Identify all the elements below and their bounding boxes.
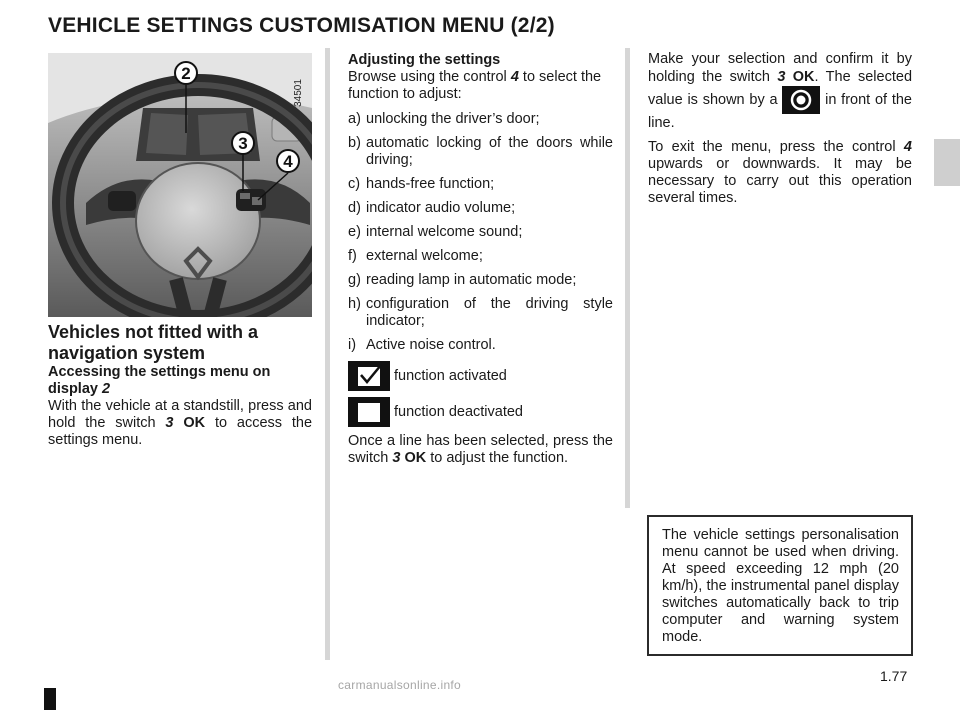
list-item [348, 296, 613, 330]
function-list [348, 111, 613, 354]
ref-switch: 3 [777, 69, 786, 85]
key-deactivated-label: function deactivated [394, 403, 523, 420]
list-text: hands-free function; [366, 176, 495, 192]
section-heading: Vehicles not fitted with a navigation system [48, 322, 259, 363]
subheading-adjusting: Adjusting the settings [348, 52, 501, 68]
para-text: To exit the menu, press the control [648, 139, 896, 155]
ref-switch: 3 [392, 450, 401, 466]
left-column [48, 322, 312, 449]
ref-display: 2 [102, 381, 111, 397]
paragraph-outro [348, 433, 613, 467]
column-divider-right [625, 48, 630, 508]
key-deactivated [348, 397, 613, 427]
paragraph-access [48, 398, 312, 449]
list-letter: g) [348, 272, 361, 288]
list-letter: d) [348, 200, 361, 216]
list-text: configuration of the driving style indicator; [366, 296, 613, 329]
list-text: Active noise control. [366, 337, 496, 353]
list-item [348, 224, 613, 241]
list-letter: h) [348, 296, 361, 312]
radio-selected-icon [782, 86, 820, 114]
ok-label: OK [183, 415, 206, 431]
para-text: to select the function to adjust: [348, 69, 602, 102]
list-item [348, 200, 613, 217]
section-tab [934, 139, 960, 186]
corner-mark [44, 688, 56, 710]
paragraph-intro [348, 69, 613, 103]
list-letter: i) [348, 337, 357, 353]
subheading-text: Accessing the settings menu on display [48, 364, 271, 397]
para-text: to adjust the function. [430, 450, 569, 466]
ref-control: 4 [903, 139, 912, 155]
subheading-accessing [48, 364, 312, 398]
list-text: reading lamp in automatic mode; [366, 272, 577, 288]
list-letter: f) [348, 248, 357, 264]
para-text: Once a line has been selected, press the switch [348, 433, 613, 466]
para-text: Browse using the control [348, 69, 507, 85]
list-text: internal welcome sound; [366, 224, 523, 240]
list-item [348, 176, 613, 193]
list-letter: b) [348, 135, 361, 151]
list-item [348, 248, 613, 265]
page-title: VEHICLE SETTINGS CUSTOMISATION MENU (2/2) [48, 14, 555, 37]
list-letter: c) [348, 176, 361, 192]
key-activated [348, 361, 613, 391]
column-divider-left [325, 48, 330, 660]
para-text: Make your selection and confirm it by holding the switch [648, 51, 912, 85]
callout-label-3: 3 [238, 134, 248, 153]
list-letter: e) [348, 224, 361, 240]
list-text: unlocking the driver’s door; [366, 111, 540, 127]
ref-switch: 3 [165, 415, 174, 431]
ref-control: 4 [510, 69, 519, 85]
list-item [348, 135, 613, 169]
para-text: With the vehicle at a standstill, press and hold the switch [48, 398, 312, 431]
callout-label-2: 2 [181, 64, 191, 83]
para-text: upwards or downwards. It may be necessary to carry out this operation several times. [648, 156, 912, 206]
image-code: 34501 [293, 79, 304, 107]
key-activated-label: function activated [394, 367, 507, 384]
callout-label-4: 4 [283, 152, 293, 171]
list-text: indicator audio volume; [366, 200, 516, 216]
ok-label: OK [404, 450, 427, 466]
paragraph-exit [648, 139, 912, 207]
para-text: in front of the line. [648, 91, 912, 131]
list-text: automatic locking of the doors while driving; [366, 135, 613, 168]
para-text: . The selected value is shown by a [648, 69, 913, 108]
ok-label: OK [792, 69, 815, 85]
list-item [348, 337, 613, 354]
page-number: 1.77 [880, 668, 908, 684]
list-item [348, 272, 613, 289]
para-text: to access the settings menu. [48, 415, 313, 448]
checkbox-checked-icon [348, 361, 390, 391]
steering-wheel-photo [48, 53, 312, 317]
right-column [648, 50, 912, 207]
middle-column [348, 52, 613, 467]
checkbox-empty-icon [348, 397, 390, 427]
warning-box: The vehicle settings personalisation menu cannot be used when driving. At speed exceeding 12 mph (20 km/h), the instrumental panel display switches automatically back to trip computer and warning system mode. [647, 515, 913, 656]
list-letter: a) [348, 111, 361, 127]
list-item [348, 111, 613, 128]
watermark: carmanualsonline.info [338, 678, 462, 692]
paragraph-confirm [648, 50, 912, 132]
list-text: external welcome; [366, 248, 483, 264]
